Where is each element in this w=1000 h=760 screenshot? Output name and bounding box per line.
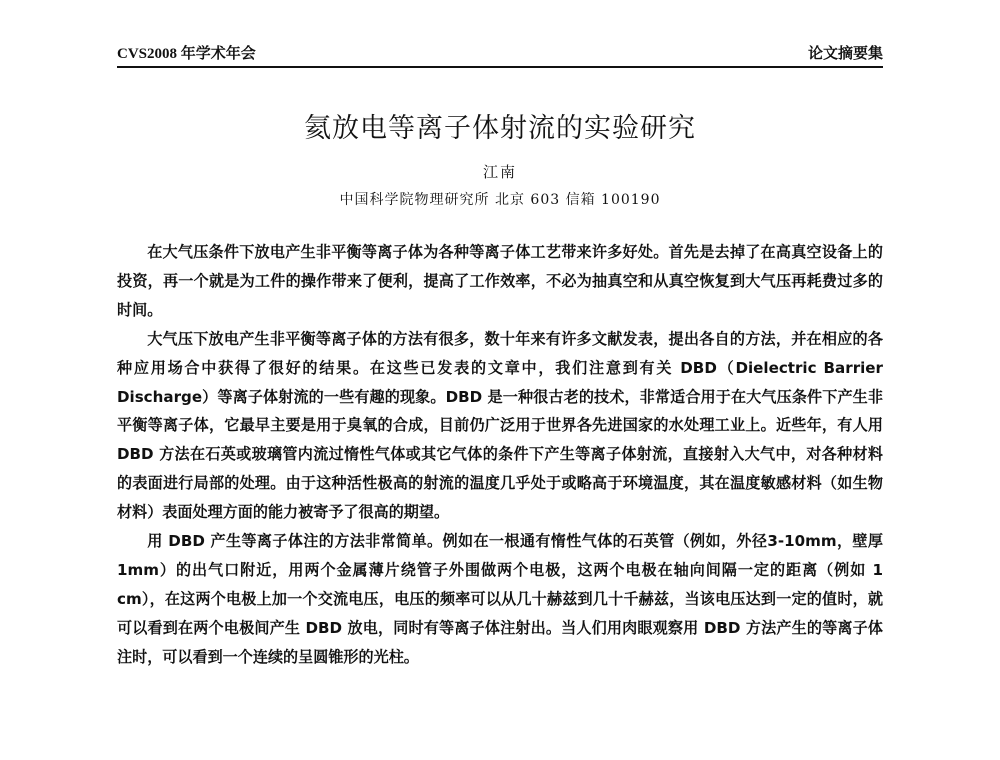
collection-name: 论文摘要集: [807, 46, 883, 62]
author-name: 江南: [482, 163, 517, 181]
paragraph: 在大气压条件下放电产生非平衡等离子体为各种等离子体工艺带来许多好处。首先是去掉了在高真空设备上的投资，再一个就是为工件的操作带来了便利，提高了工作效率，不必为抽真空和从真空恢复到大气压再耗费过多的时间。: [117, 243, 883, 319]
author-affiliation: 中国科学院物理研究所 北京 603 信箱 100190: [339, 192, 661, 208]
paragraph: 大气压下放电产生非平衡等离子体的方法有很多，数十年来有许多文献发表，提出各自的方法，并在相应的各种应用场合中获得了很好的结果。在这些已发表的文章中，我们注意到有关 DBD（Dielectric Barrier Discharge）等离子体射流的一些有趣的现象。DBD 是一种很古老的技术，非常适合用于在大气压条件下产生非平衡等离子体，它最早主要是用于臭氧的合成，目前仍广泛用于世界各先进国家的水处理工业上。近些年，有人用 DBD 方法在石英或玻璃管内流过惰性气体或其它气体的条件下产生等离子体射流，直接射入大气中，对各种材料的表面进行局部的处理。由于这种活性极高的射流的温度几乎处于或略高于环境温度，其在温度敏感材料（如生物材料）表面处理方面的能力被寄予了很高的期望。: [117, 329, 883, 522]
abstract-body: [117, 238, 883, 672]
paper-title: 氦放电等离子体射流的实验研究: [304, 113, 696, 144]
paragraph: 用 DBD 产生等离子体注的方法非常简单。例如在一根通有惰性气体的石英管（例如，外径3-10mm，壁厚 1mm）的出气口附近，用两个金属薄片绕管子外围做两个电极，这两个电极在轴向间隔一定的距离（例如 1 cm），在这两个电极上加一个交流电压，电压的频率可以从几十赫兹到几十千赫兹，当该电压达到一定的值时，就可以看到在两个电极间产生 DBD 放电，同时有等离子体注射出。当人们用肉眼观察用 DBD 方法产生的等离子体注时，可以看到一个连续的呈圆锥形的光柱。: [117, 532, 883, 666]
running-header: [117, 40, 883, 68]
conference-name: CVS2008 年学术年会: [117, 46, 256, 62]
